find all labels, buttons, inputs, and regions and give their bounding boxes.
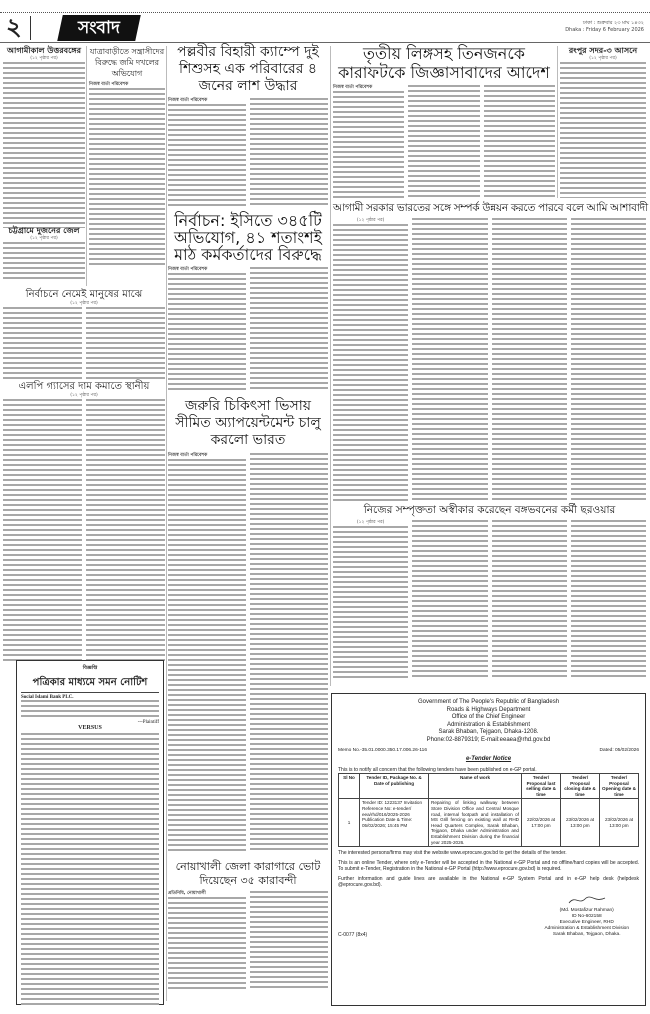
article-body bbox=[250, 98, 328, 208]
article-noakhali bbox=[168, 860, 328, 991]
col-header: Tender/ Proposal last selling date & time bbox=[522, 774, 561, 799]
article-jatrabari bbox=[89, 46, 165, 268]
versus: VERSUS bbox=[78, 725, 102, 731]
signer-title: Executive Engineer, RHD bbox=[559, 919, 614, 925]
office: Office of the Chief Engineer bbox=[451, 714, 526, 720]
article-people bbox=[3, 288, 165, 379]
headline: তৃতীয় লিঙ্গসহ তিনজনকে কারাফটকে জিজ্ঞাসাবাদের আদেশ bbox=[338, 44, 550, 82]
article-bangabhaban bbox=[333, 503, 646, 680]
address: Sarak Bhaban, Tejgaon, Dhaka-1208. bbox=[438, 729, 539, 735]
header-rule bbox=[0, 42, 650, 43]
article-body bbox=[412, 520, 487, 680]
plaintiff-tag: ---Plaintiff bbox=[137, 720, 159, 725]
article-body bbox=[333, 224, 408, 502]
cell-sl: 1 bbox=[339, 799, 360, 847]
article-body bbox=[333, 526, 408, 680]
continued-note: (১২ পৃষ্ঠার পর) bbox=[70, 393, 98, 398]
article-body bbox=[571, 520, 646, 680]
headline: নির্বাচনে নেমেই মানুষের মাঝে bbox=[25, 289, 143, 300]
tender-table bbox=[338, 773, 639, 847]
byline: প্রতিনিধি, নোয়াখালী bbox=[168, 891, 206, 896]
headline: এলপি গ্যাসের দাম কমাতে স্থানীয় bbox=[18, 381, 150, 392]
article-body bbox=[484, 85, 555, 199]
notice-title: e-Tender Notice bbox=[465, 756, 512, 762]
headline: চট্টগ্রামে দুজনের জেল bbox=[8, 226, 80, 235]
continued-note: (১২ পৃষ্ঠার পর) bbox=[70, 301, 98, 306]
article-body bbox=[492, 520, 567, 680]
byline: নিজস্ব বার্তা পরিবেশক bbox=[168, 98, 208, 103]
intro: This is to notify all concern that the following tenders have been published on e-GP portal. bbox=[338, 766, 537, 773]
article-visa bbox=[168, 398, 328, 853]
article-body bbox=[250, 891, 328, 991]
cell-work: Repairing of linking walkway between Store Division Office and Central Mosque road, internal footpath and installation of MS Grill fencing on existing wall at RHD Head Quarters Complex, Sarak Bhaban, Tejgaon, Dhaka under Administration and Establishment Division during the financial year 2025-2026. bbox=[429, 799, 522, 847]
continued-note: (১২ পৃষ্ঠার পর) bbox=[589, 56, 617, 61]
continued-note: (১২ পৃষ্ঠার পর) bbox=[30, 236, 58, 241]
column-rule bbox=[86, 46, 87, 286]
signature-block bbox=[544, 895, 629, 938]
article-body bbox=[560, 62, 646, 198]
ad-code: C-0077 (8x4) bbox=[338, 931, 368, 938]
column-rule bbox=[557, 46, 558, 198]
article-body bbox=[168, 459, 246, 853]
article-body bbox=[333, 91, 404, 199]
table-row bbox=[339, 799, 639, 847]
defendant-details bbox=[21, 733, 159, 1008]
article-body bbox=[168, 104, 246, 208]
e-tender-notice bbox=[331, 693, 646, 1006]
article-body bbox=[250, 453, 328, 853]
article-pallabi bbox=[168, 44, 328, 208]
cell-closing: 23/02/2026 at 13:00 pm bbox=[561, 799, 600, 847]
byline: নিজস্ব বার্তা পরিবেশক bbox=[168, 267, 208, 272]
article-india bbox=[333, 201, 646, 502]
headline: আগামী সরকার ভারতের সঙ্গে সম্পর্ক উন্নয়ন করতে পারবে বলে আমি আশাবাদী bbox=[333, 202, 648, 214]
notice-label: বিজ্ঞপ্তি bbox=[82, 666, 98, 671]
headline: রংপুর সদর-৩ আসনে bbox=[568, 46, 638, 55]
date-english: Dhaka : Friday 6 February 2026 bbox=[565, 27, 644, 33]
article-body bbox=[492, 218, 567, 502]
article-body bbox=[168, 273, 246, 391]
article-body bbox=[3, 399, 82, 661]
col-header: Tender/ Proposal closing date & time bbox=[561, 774, 600, 799]
article-body bbox=[408, 85, 479, 199]
article-body bbox=[86, 399, 165, 661]
top-dotted-rule bbox=[0, 12, 650, 13]
headline: যাত্রাবাড়ীতে সন্ত্রাসীদের বিরুদ্ধে জমি দখলের অভিযোগ bbox=[89, 47, 165, 78]
signer-id: ID No-602158 bbox=[571, 913, 602, 919]
summons-notice bbox=[16, 660, 164, 1005]
article-north-bengal bbox=[3, 46, 85, 228]
article-body bbox=[168, 897, 246, 991]
table-header bbox=[339, 774, 639, 799]
cell-tender-id: Tender ID: 1223137 Invitation Reference No: e-tender/ eea/rhd/016/2025-2026 Publication Date & Time: 05/02/2026; 15:45 PM bbox=[360, 799, 429, 847]
signer-address: Sarak Bhaban, Tejgaon, Dhaka. bbox=[552, 931, 621, 937]
cell-opening: 23/02/2026 at 13:00 pm bbox=[600, 799, 639, 847]
col-header: Tender ID, Package No. & Date of publishing bbox=[360, 774, 429, 799]
column-rule bbox=[330, 46, 331, 686]
byline: নিজস্ব বার্তা পরিবেশক bbox=[168, 453, 208, 458]
col-header: Tender/ Proposal Opening date & time bbox=[600, 774, 639, 799]
article-lpgas bbox=[3, 380, 165, 661]
memo-number: Memo No.-35.01.0000.350.17.006.26-116 bbox=[338, 748, 427, 753]
article-rangpur bbox=[560, 46, 646, 198]
paragraph-online: This is an online Tender, where only e-Tender will be accepted in the National e-GP Portal and no offline/hard copies will be accepted. To submit e-Tender, Registration in the National e-GP Portal (http://www.eprocure.gov.bd) is required. bbox=[338, 859, 639, 873]
wing: Administration & Establishment bbox=[446, 721, 531, 728]
continued-note: (১২ পৃষ্ঠার পর) bbox=[356, 520, 385, 525]
continued-note: (১২ পৃষ্ঠার পর) bbox=[356, 218, 385, 223]
page-number: ২ bbox=[6, 13, 22, 41]
signer-name: (Md. Mostafizur Rahman) bbox=[559, 907, 614, 913]
signature-icon bbox=[567, 895, 607, 905]
notice-title: পত্রিকার মাধ্যমে সমন নোটিশ bbox=[21, 675, 159, 693]
paragraph-website: The interested persons/firms may visit the website www.eprocure.gov.bd to get the details of the tender. bbox=[338, 850, 567, 857]
article-body bbox=[3, 242, 85, 282]
article-body bbox=[571, 218, 646, 502]
headline: নির্বাচন: ইসিতে ৩৪৫টি অভিযোগ, ৪১ শতাংশই মাঠ কর্মকর্তাদের বিরুদ্ধে bbox=[174, 211, 322, 264]
dateline bbox=[565, 20, 644, 34]
gov-name: Government of The People's Republic of Bangladesh bbox=[417, 699, 560, 705]
paragraph-helpdesk: Further information and guide lines are available in the National e-GP System Portal and in e-GP help desk (helpdesk @eprocure.gov.bd). bbox=[338, 875, 639, 889]
headline: পল্লবীর বিহারী ক্যাম্পে দুই শিশুসহ এক পরিবারের ৪ জনের লাশ উদ্ধার bbox=[177, 44, 319, 94]
column-rule bbox=[166, 46, 167, 1001]
col-header: Name of work bbox=[429, 774, 522, 799]
continued-note: (১২ পৃষ্ঠার পর) bbox=[30, 56, 58, 61]
divider bbox=[30, 16, 31, 40]
article-court bbox=[333, 44, 555, 199]
byline: নিজস্ব বার্তা পরিবেশক bbox=[333, 85, 373, 90]
headline: নিজের সম্পৃক্ততা অস্বীকার করেছেন বঙ্গভবনের কর্মী ছরওয়ার bbox=[363, 504, 616, 516]
article-body bbox=[3, 62, 85, 228]
masthead-logo: সংবাদ bbox=[57, 15, 141, 41]
department: Roads & Highways Department bbox=[446, 706, 531, 713]
plaintiff-details bbox=[21, 700, 159, 720]
article-ctg bbox=[3, 226, 85, 282]
cell-selling: 22/02/2026 at 17:00 pm bbox=[522, 799, 561, 847]
contact: Phone:02-8879319; E-mail:eeaea@rhd.gov.bd bbox=[426, 736, 551, 743]
col-header: Sl No bbox=[339, 774, 360, 799]
article-body bbox=[3, 307, 82, 379]
article-ec bbox=[168, 212, 328, 391]
article-body bbox=[86, 307, 165, 379]
dated: Dated: 05/02/2026 bbox=[599, 748, 639, 753]
plaintiff-name: Social Islami Bank PLC. bbox=[21, 695, 74, 700]
date-bengali: ঢাকা : শুক্রবার ২৩ মাঘ ১৪৩২ bbox=[582, 20, 644, 26]
headline: জরুরি চিকিৎসা ভিসায় সীমিত অ্যাপয়েন্টমেন্ট চালু করলো ভারত bbox=[175, 398, 321, 448]
byline: নিজস্ব বার্তা পরিবেশক bbox=[89, 82, 129, 87]
signer-division: Administration & Establishment Division bbox=[544, 925, 629, 931]
headline: নোয়াখালী জেলা কারাগারে ভোট দিয়েছেন ৩৫ কারাবন্দী bbox=[175, 860, 321, 887]
article-body bbox=[412, 218, 487, 502]
article-body bbox=[250, 267, 328, 391]
article-body bbox=[89, 88, 165, 268]
headline: আগামীকাল উত্তরবঙ্গের bbox=[6, 46, 81, 55]
